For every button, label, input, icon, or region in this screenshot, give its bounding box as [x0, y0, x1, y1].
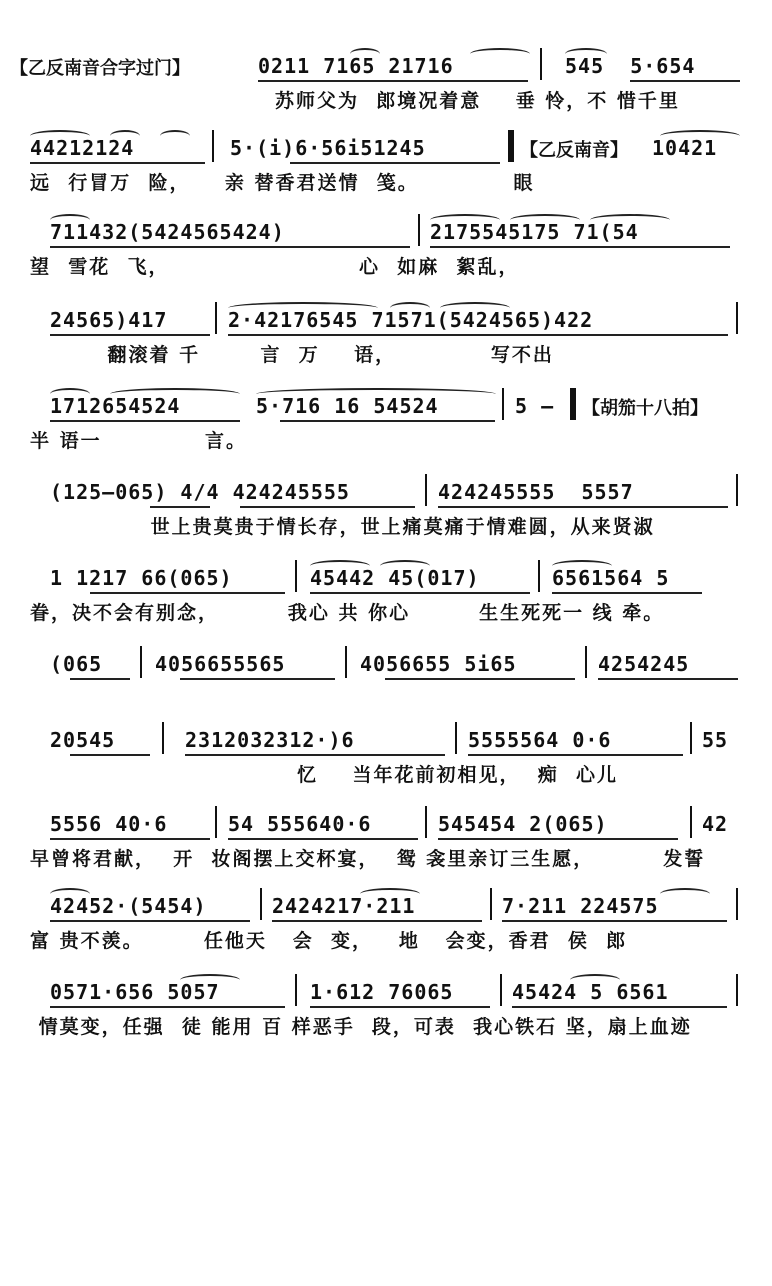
- slur: [110, 130, 140, 142]
- barline: [538, 560, 540, 592]
- section-label: 【乙反南音合字过门】: [10, 58, 190, 79]
- barline: [212, 130, 214, 162]
- double-barline: [508, 130, 514, 162]
- notes-line-11: [30, 888, 742, 924]
- barline: [500, 974, 502, 1006]
- barline: [425, 806, 427, 838]
- note-group: 45424 5 6561: [512, 980, 669, 1004]
- note-group: 4056655565: [155, 652, 286, 676]
- slur: [350, 48, 380, 60]
- slur: [228, 302, 378, 314]
- lyrics-line-12: 情莫变，任强 徒 能用 百 样恶手 段，可表 我心铁石 坚，扇上血迹: [30, 1016, 692, 1038]
- slur: [390, 302, 430, 314]
- note-group: 1712654524: [50, 394, 181, 418]
- note-group: 5 –: [515, 394, 555, 418]
- note-group: 6561564 5: [552, 566, 670, 590]
- slur: [660, 888, 710, 900]
- slur: [50, 888, 90, 900]
- lyrics-line-6: 世上贵莫贵于情长存，世上痛莫痛于情难圆，从来贤淑: [30, 516, 655, 538]
- beam: [630, 80, 740, 82]
- note-group: 7·211 224575: [502, 894, 659, 918]
- slur: [590, 214, 670, 226]
- barline: [295, 974, 297, 1006]
- lyrics-line-11: 富 贵不羡。 任他天 会 变， 地 会变，香君 侯 郎: [30, 930, 628, 952]
- barline: [585, 646, 587, 678]
- lyrics-line-3: 望 雪花 飞， 心 如麻 絮乱，: [30, 256, 520, 278]
- lyrics-line-4: 翻滚着 千 言 万 语， 写不出: [30, 344, 554, 366]
- slur: [565, 48, 607, 60]
- note-group: 2312032312·)6: [185, 728, 355, 752]
- beam: [70, 754, 150, 756]
- note-group: 55: [702, 728, 729, 752]
- note-group: 2424217·211: [272, 894, 416, 918]
- barline: [736, 302, 738, 334]
- notes-line-8: [30, 646, 742, 682]
- slur: [552, 560, 612, 572]
- barline: [260, 888, 262, 920]
- beam: [310, 1006, 490, 1008]
- barline: [690, 722, 692, 754]
- barline: [736, 888, 738, 920]
- beam: [385, 678, 575, 680]
- note-group: (125–065) 4/4 424245555: [50, 480, 350, 504]
- beam: [598, 678, 738, 680]
- barline: [215, 806, 217, 838]
- note-group: 45442 45(017): [310, 566, 480, 590]
- barline: [455, 722, 457, 754]
- barline: [345, 646, 347, 678]
- slur: [430, 214, 500, 226]
- lyrics-line-10: 早曾将君献， 开 妆阁摆上交杯宴， 鸳 衾里亲订三生愿， 发誓: [30, 848, 706, 870]
- lyrics-line-1: 苏师父为 郎境况着意 垂 怜，不 惜千里: [275, 90, 680, 112]
- beam: [310, 592, 530, 594]
- note-group: 2175545175 71(54: [430, 220, 639, 244]
- barline: [295, 560, 297, 592]
- barline: [418, 214, 420, 246]
- beam: [272, 920, 482, 922]
- barline: [215, 302, 217, 334]
- notes-line-6: [30, 474, 742, 510]
- note-group: 5556 40·6: [50, 812, 168, 836]
- note-group: 42452·(5454): [50, 894, 207, 918]
- section-label: 【乙反南音】: [520, 140, 628, 161]
- lyrics-line-5: 半 语一 言。: [30, 430, 247, 452]
- lyrics-line-8: [30, 684, 742, 712]
- beam: [438, 838, 678, 840]
- note-group: 5555564 0·6: [468, 728, 612, 752]
- barline: [736, 474, 738, 506]
- beam: [438, 506, 728, 508]
- beam: [258, 80, 528, 82]
- slur: [380, 560, 430, 572]
- barline: [140, 646, 142, 678]
- beam: [552, 592, 702, 594]
- note-group: 0571·656 5057: [50, 980, 220, 1004]
- slur: [310, 560, 370, 572]
- beam: [50, 1006, 285, 1008]
- notes-line-5: [30, 388, 742, 424]
- beam: [50, 334, 210, 336]
- slur: [110, 388, 240, 400]
- note-group: 54 555640·6: [228, 812, 372, 836]
- note-group: 0211 7165 21716: [258, 54, 454, 78]
- beam: [30, 162, 205, 164]
- note-group: 5·(i)6·56i51245: [230, 136, 426, 160]
- beam: [468, 754, 683, 756]
- slur: [180, 974, 240, 986]
- lyrics-line-7: 眷，决不会有别念， 我心 共 你心 生生死死一 线 牵。: [30, 602, 665, 624]
- double-barline: [570, 388, 576, 420]
- beam: [185, 754, 445, 756]
- beam: [50, 838, 210, 840]
- beam: [150, 506, 210, 508]
- barline: [502, 388, 504, 420]
- barline: [690, 806, 692, 838]
- notes-line-1: [10, 48, 742, 84]
- beam: [290, 162, 500, 164]
- slur: [360, 888, 420, 900]
- notes-line-3: [30, 214, 742, 250]
- note-group: 44212124: [30, 136, 135, 160]
- barline: [540, 48, 542, 80]
- lyrics-line-2: 远 行冒万 险， 亲 替香君送情 笺。 眼: [30, 172, 535, 194]
- beam: [228, 838, 418, 840]
- beam: [512, 1006, 727, 1008]
- barline: [162, 722, 164, 754]
- beam: [240, 506, 415, 508]
- lyrics-line-9: 忆 当年花前初相见， 痴 心儿: [30, 764, 618, 786]
- note-group: 20545: [50, 728, 116, 752]
- note-group: 1·612 76065: [310, 980, 454, 1004]
- note-group: 711432(5424565424): [50, 220, 285, 244]
- note-group: (065: [50, 652, 103, 676]
- barline: [736, 974, 738, 1006]
- barline: [425, 474, 427, 506]
- notes-line-10: [30, 806, 742, 842]
- beam: [90, 592, 285, 594]
- slur: [440, 302, 510, 314]
- note-group: 2·42176545 71571(5424565)422: [228, 308, 594, 332]
- note-group: 545454 2(065): [438, 812, 608, 836]
- notes-line-2: [30, 130, 742, 166]
- note-group: 24565)417: [50, 308, 168, 332]
- note-group: 5·716 16 54524: [256, 394, 439, 418]
- slur: [30, 130, 90, 142]
- notes-line-4: [30, 302, 742, 338]
- slur: [660, 130, 740, 142]
- note-group: 42: [702, 812, 729, 836]
- slur: [160, 130, 190, 142]
- beam: [50, 920, 250, 922]
- note-group: 545 5·654: [565, 54, 696, 78]
- note-group: 4254245: [598, 652, 690, 676]
- beam: [502, 920, 727, 922]
- beam: [228, 334, 728, 336]
- beam: [430, 246, 730, 248]
- slur: [470, 48, 530, 60]
- note-group: 4056655 5i65: [360, 652, 517, 676]
- beam: [180, 678, 335, 680]
- notes-line-9: [30, 722, 742, 758]
- beam: [70, 678, 130, 680]
- slur: [50, 388, 90, 400]
- beam: [280, 420, 495, 422]
- slur: [50, 214, 90, 226]
- slur: [510, 214, 580, 226]
- notes-line-12: [30, 974, 742, 1010]
- note-group: 10421: [652, 136, 718, 160]
- note-group: 424245555 5557: [438, 480, 634, 504]
- slur: [256, 388, 496, 400]
- slur: [570, 974, 620, 986]
- beam: [50, 420, 240, 422]
- note-group: 1 1217 66(065): [50, 566, 233, 590]
- notes-line-7: [30, 560, 742, 596]
- beam: [50, 246, 410, 248]
- section-label: 【胡笳十八拍】: [582, 398, 708, 419]
- barline: [490, 888, 492, 920]
